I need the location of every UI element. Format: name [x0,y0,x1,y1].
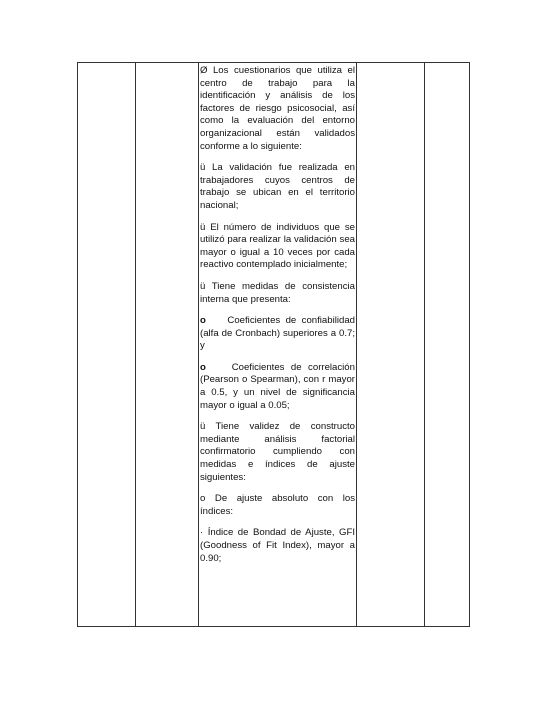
paragraph: ü Tiene medidas de consistencia interna que presenta: [200,280,355,305]
paragraph: o De ajuste absoluto con los índices: [200,493,355,517]
column-divider [356,63,357,626]
paragraph: Ø Los cuestionarios que utiliza el centro de trabajo para la identificación y análisis de los factores de riesgo psicosocial, así como la evaluación del entorno organizacional están validados conforme a lo siguiente: [200,65,355,152]
paragraph-text: Coeficientes de confiabilidad (alfa de Cronbach) superiores a 0.7; y [200,315,355,352]
column-divider [424,63,425,626]
paragraph: ü La validación fue realizada en trabajadores cuyos centros de trabajo se ubican en el territorio nacional; [200,162,355,211]
paragraph: ü El número de individuos que se utilizó para realizar la validación sea mayor o igual a 10 veces por cada reactivo contemplado inicialmente; [200,221,355,271]
requirements-table [77,62,470,627]
paragraph: · Índice de Bondad de Ajuste, GFI (Goodness of Fit Index), mayor a 0.90; [200,527,355,564]
requirements-cell [200,65,355,574]
paragraph [200,315,355,353]
column-divider [198,63,199,626]
paragraph: ü Tiene validez de constructo mediante análisis factorial confirmatorio cumpliendo con medidas e índices de ajuste siguientes: [200,421,355,483]
paragraph-text: Coeficientes de correlación (Pearson o Spearman), con r mayor a 0.5, y un nivel de significancia mayor o igual a 0.05; [200,361,355,411]
paragraph [200,362,355,412]
bold-bullet: o [200,315,206,327]
bold-bullet: o [200,361,206,373]
column-divider [135,63,136,626]
